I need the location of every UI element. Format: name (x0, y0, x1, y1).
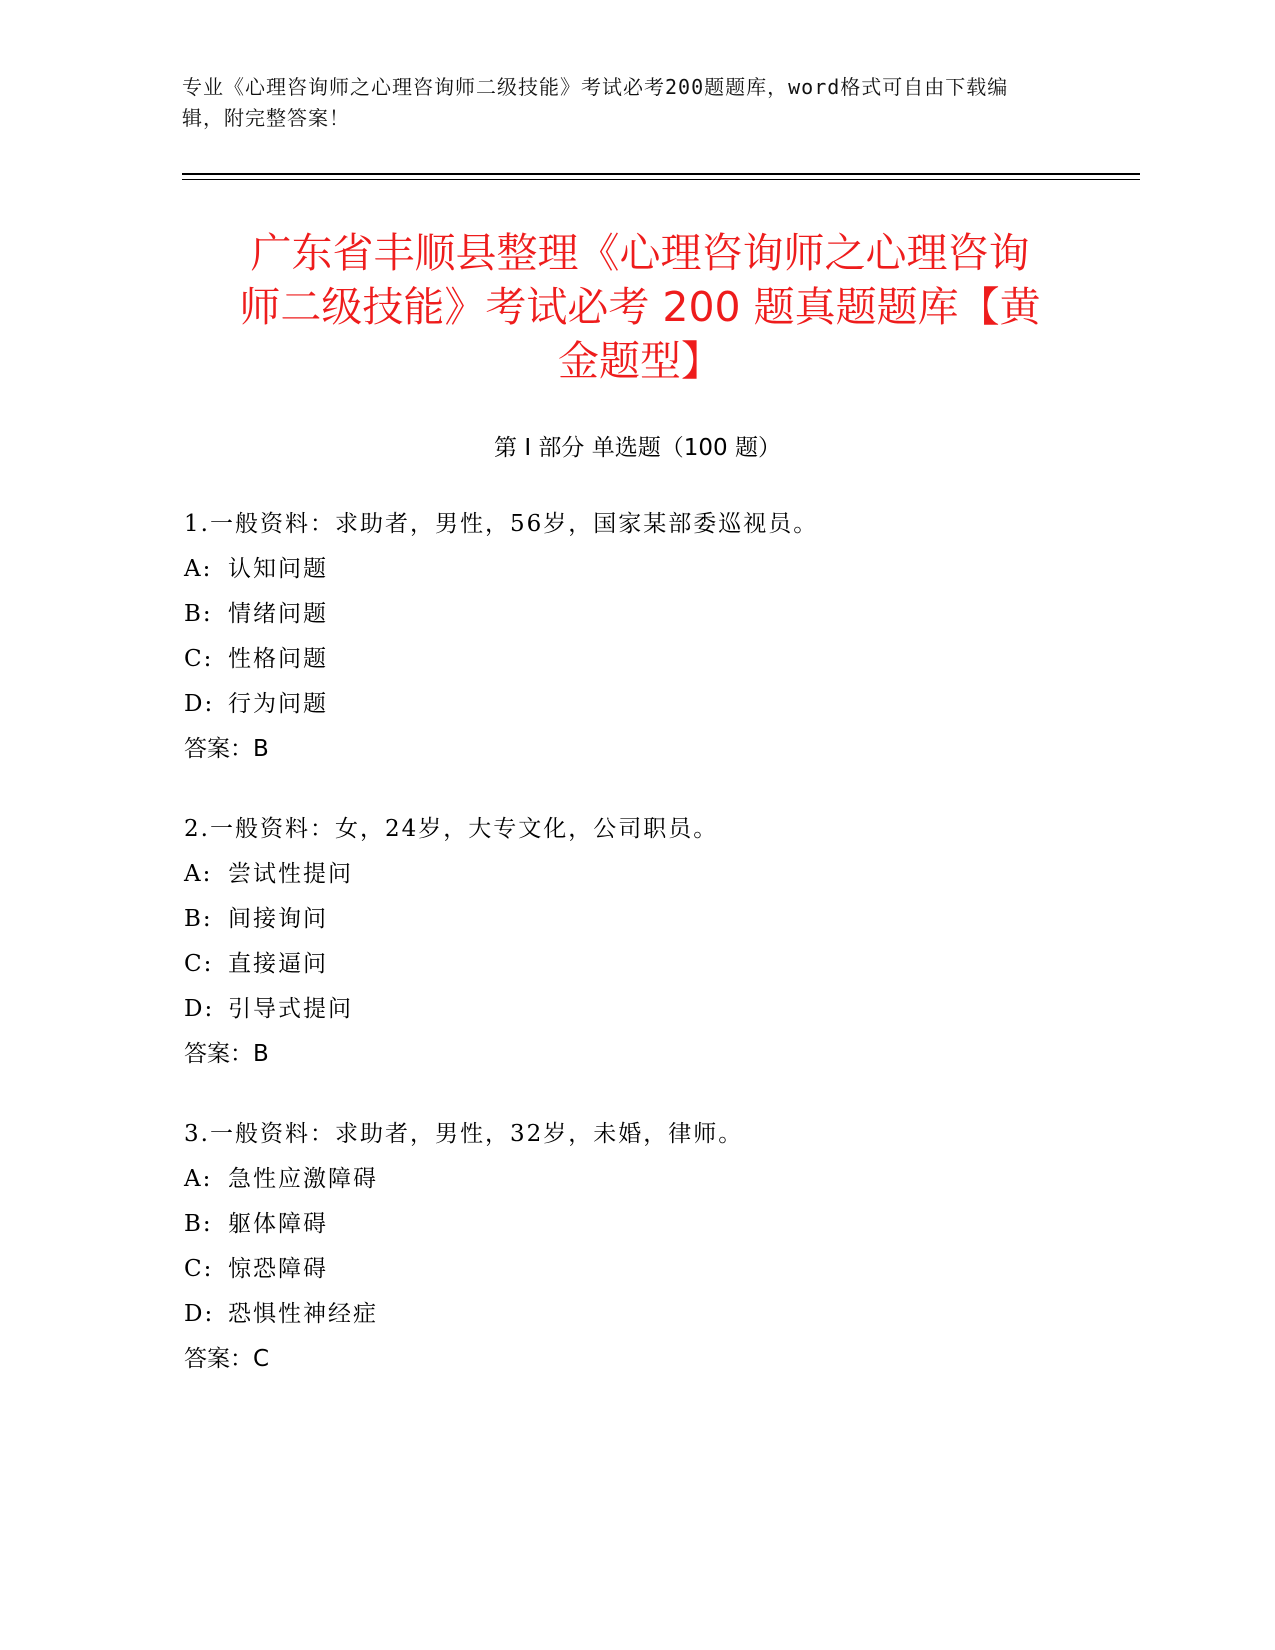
option-b (184, 1209, 1084, 1254)
section-heading: 第 I 部分 单选题（100 题） (494, 435, 781, 461)
option-text: 恐惧性神经症 (228, 1301, 378, 1327)
option-letter: B: (184, 906, 213, 932)
option-a (184, 1164, 1084, 1209)
option-text: 尝试性提问 (228, 861, 353, 887)
question-stem: 1.一般资料：求助者，男性，56岁，国家某部委巡视员。 (184, 511, 819, 537)
option-text: 认知问题 (228, 556, 328, 582)
question-stem: 2.一般资料：女，24岁，大专文化，公司职员。 (184, 816, 719, 842)
option-text: 行为问题 (228, 691, 328, 717)
title-line-3: 金题型】 (558, 337, 722, 385)
document-title (190, 226, 1090, 388)
option-letter: D: (184, 996, 215, 1022)
option-d (184, 1299, 1084, 1344)
option-letter: A: (184, 556, 213, 582)
option-text: 情绪问题 (228, 601, 328, 627)
option-letter: B: (184, 601, 213, 627)
option-b (184, 904, 1084, 949)
option-letter: D: (184, 691, 215, 717)
title-line-1: 广东省丰顺县整理《心理咨询师之心理咨询 (250, 229, 1030, 277)
option-d (184, 689, 1084, 734)
option-letter: D: (184, 1301, 215, 1327)
option-letter: C: (184, 646, 214, 672)
option-text: 引导式提问 (228, 996, 353, 1022)
question-2 (184, 814, 1084, 1084)
option-b (184, 599, 1084, 644)
option-letter: A: (184, 1166, 213, 1192)
option-text: 直接逼问 (228, 951, 328, 977)
answer: 答案：C (184, 1346, 270, 1372)
option-text: 惊恐障碍 (228, 1256, 328, 1282)
answer: 答案：B (184, 736, 269, 762)
option-d (184, 994, 1084, 1039)
option-letter: C: (184, 1256, 214, 1282)
option-text: 躯体障碍 (228, 1211, 328, 1237)
option-text: 间接询问 (228, 906, 328, 932)
option-c (184, 644, 1084, 689)
option-a (184, 859, 1084, 904)
option-letter: C: (184, 951, 214, 977)
option-letter: B: (184, 1211, 213, 1237)
page-header: 专业《心理咨询师之心理咨询师二级技能》考试必考200题题库，word格式可自由下载编辑，附完整答案！ (182, 75, 1009, 130)
question-3 (184, 1119, 1084, 1389)
answer: 答案：B (184, 1041, 269, 1067)
option-text: 性格问题 (228, 646, 328, 672)
option-c (184, 949, 1084, 994)
header-rule-thin (182, 179, 1140, 180)
question-1 (184, 509, 1084, 779)
option-letter: A: (184, 861, 213, 887)
question-stem: 3.一般资料：求助者，男性，32岁，未婚，律师。 (184, 1121, 744, 1147)
header-rule-thick (182, 173, 1140, 175)
title-line-2: 师二级技能》考试必考 200 题真题题库【黄 (239, 283, 1041, 331)
option-a (184, 554, 1084, 599)
option-text: 急性应激障碍 (228, 1166, 378, 1192)
option-c (184, 1254, 1084, 1299)
